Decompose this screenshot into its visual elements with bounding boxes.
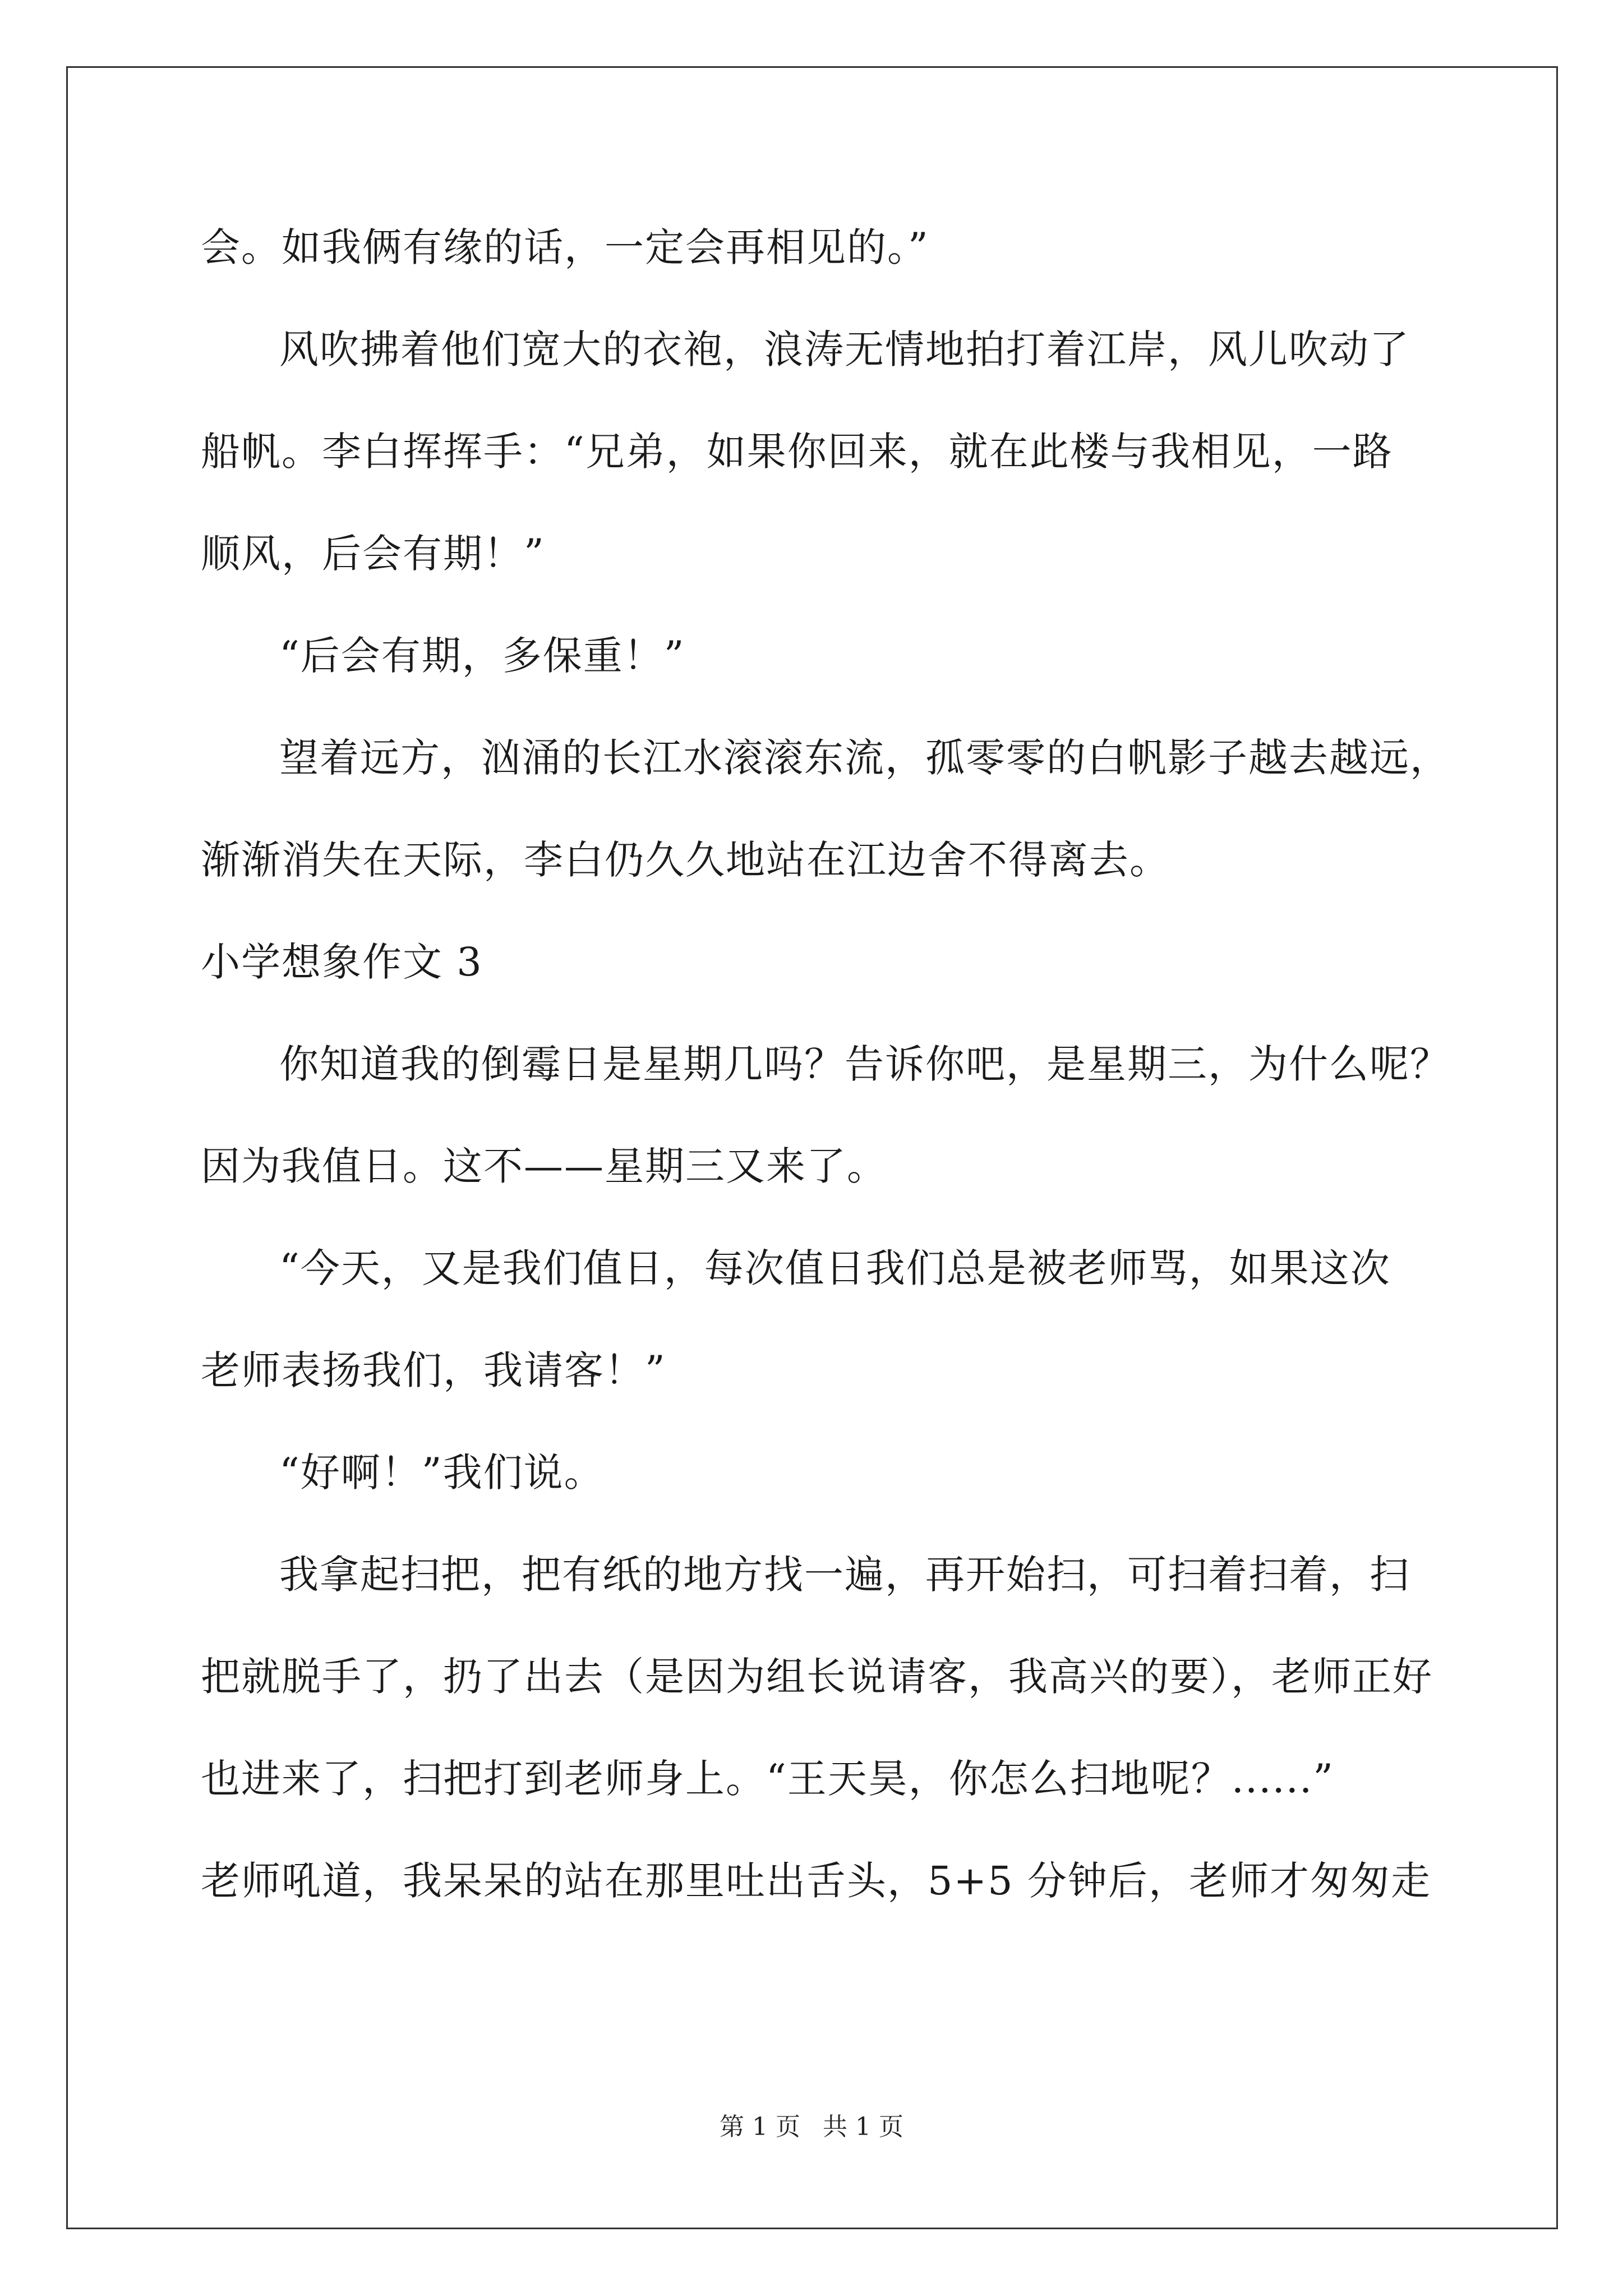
- text-line: “后会有期，多保重！”: [279, 633, 685, 679]
- text-line: 把就脱手了，扔了出去（是因为组长说请客，我高兴的要），老师正好: [201, 1654, 1433, 1700]
- section-heading: 小学想象作文 3: [201, 939, 483, 985]
- text-line: 望着远方，汹涌的长江水滚滚东流，孤零零的白帆影子越去越远，: [279, 735, 1450, 781]
- page-footer: [0, 2106, 1623, 2142]
- text-line: 风吹拂着他们宽大的衣袍，浪涛无情地拍打着江岸，风儿吹动了: [279, 326, 1410, 372]
- text-line: 船帆。李白挥挥手：“兄弟，如果你回来，就在此楼与我相见，一路: [201, 429, 1393, 475]
- document-body: [201, 196, 1450, 1932]
- text-line: 我拿起扫把，把有纸的地方找一遍，再开始扫，可扫着扫着，扫: [279, 1552, 1410, 1598]
- text-line: 顺风，后会有期！”: [201, 531, 545, 577]
- page-number: 第 1 页: [720, 2113, 800, 2141]
- text-line: 老师表扬我们，我请客！”: [201, 1347, 666, 1393]
- page-total: 共 1 页: [823, 2113, 903, 2141]
- text-line: 会。如我俩有缘的话，一定会再相见的。”: [201, 224, 929, 270]
- text-line: 因为我值日。这不——星期三又来了。: [201, 1143, 887, 1189]
- text-line: 老师吼道，我呆呆的站在那里吐出舌头，5+5 分钟后，老师才匆匆走: [201, 1858, 1431, 1904]
- text-line: “今天，又是我们值日，每次值日我们总是被老师骂，如果这次: [279, 1245, 1391, 1291]
- text-line: 也进来了，扫把打到老师身上。“王天昊，你怎么扫地呢？......”: [201, 1756, 1335, 1802]
- text-line: 渐渐消失在天际，李白仍久久地站在江边舍不得离去。: [201, 837, 1170, 883]
- text-line: “好啊！”我们说。: [279, 1450, 605, 1496]
- text-line: 你知道我的倒霉日是星期几吗？告诉你吧，是星期三，为什么呢？: [279, 1041, 1450, 1087]
